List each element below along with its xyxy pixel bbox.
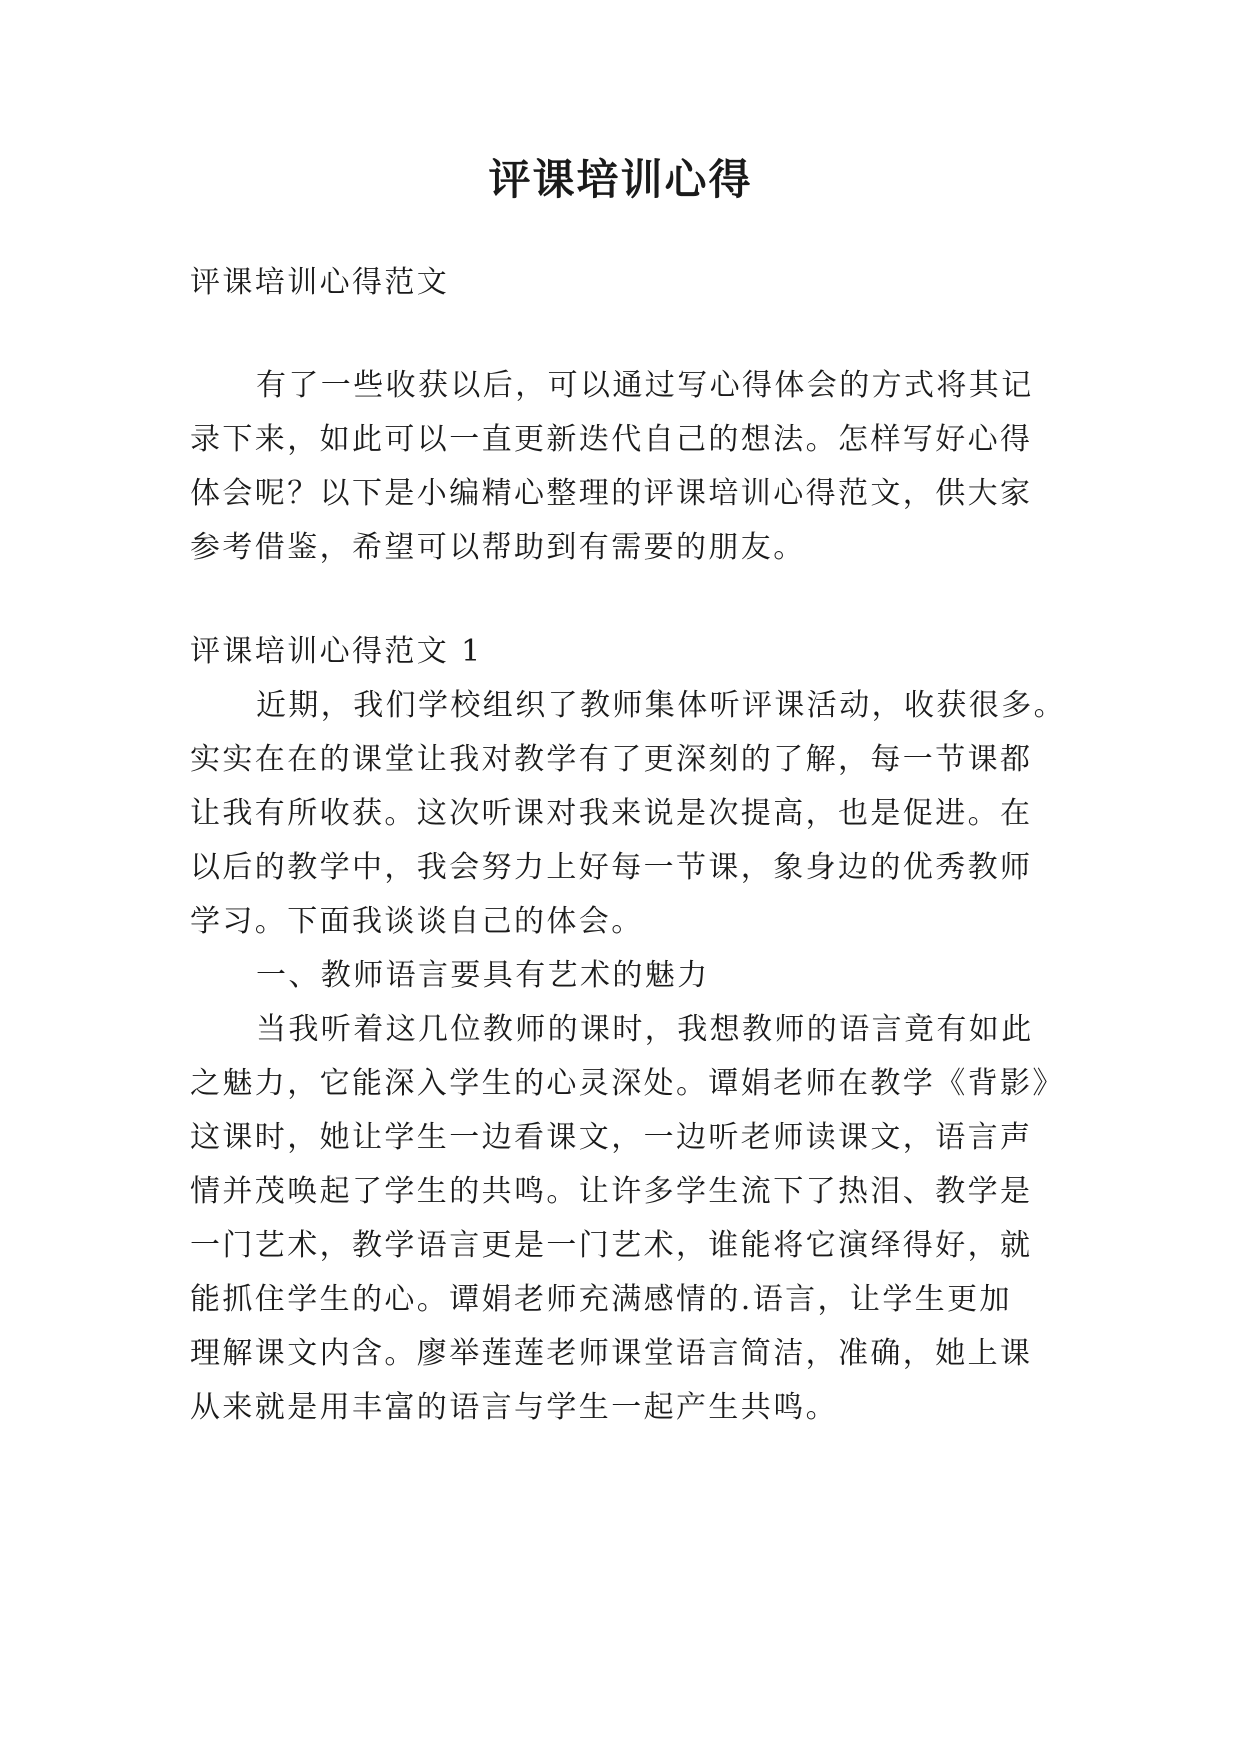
point1-para-line-8: 从来就是用丰富的语言与学生一起产生共鸣。	[190, 1390, 838, 1425]
intro-line-4: 参考借鉴，希望可以帮助到有需要的朋友。	[190, 530, 806, 565]
document-title: 评课培训心得	[488, 155, 753, 204]
point1-para-line-6: 能抓住学生的心。谭娟老师充满感情的.语言，让学生更加	[190, 1282, 1012, 1317]
subtitle: 评课培训心得范文	[190, 265, 450, 300]
section-para1-line-5: 学习。下面我谈谈自己的体会。	[190, 904, 644, 939]
point1-heading: 一、教师语言要具有艺术的魅力	[256, 958, 710, 993]
intro-line-1: 有了一些收获以后，可以通过写心得体会的方式将其记	[256, 368, 1034, 403]
intro-line-3: 体会呢？以下是小编精心整理的评课培训心得范文，供大家	[190, 476, 1033, 511]
section-para1-line-1: 近期，我们学校组织了教师集体听评课活动，收获很多。	[256, 688, 1066, 723]
point1-para-line-7: 理解课文内含。廖举莲莲老师课堂语言简洁，准确，她上课	[190, 1336, 1033, 1371]
point1-para-line-4: 情并茂唤起了学生的共鸣。让许多学生流下了热泪、教学是	[190, 1174, 1033, 1209]
section-para1-line-3: 让我有所收获。这次听课对我来说是次提高，也是促进。在	[190, 796, 1033, 831]
section-para1-line-4: 以后的教学中，我会努力上好每一节课，象身边的优秀教师	[190, 850, 1033, 885]
point1-para-line-3: 这课时，她让学生一边看课文，一边听老师读课文，语言声	[190, 1120, 1033, 1155]
point1-para-line-2: 之魅力，它能深入学生的心灵深处。谭娟老师在教学《背影》	[190, 1066, 1065, 1101]
point1-para-line-5: 一门艺术，教学语言更是一门艺术，谁能将它演绎得好，就	[190, 1228, 1033, 1263]
section-para1-line-2: 实实在在的课堂让我对教学有了更深刻的了解，每一节课都	[190, 742, 1033, 777]
intro-line-2: 录下来，如此可以一直更新迭代自己的想法。怎样写好心得	[190, 422, 1033, 457]
section-heading: 评课培训心得范文 1	[190, 634, 483, 669]
point1-para-line-1: 当我听着这几位教师的课时，我想教师的语言竟有如此	[256, 1012, 1034, 1047]
